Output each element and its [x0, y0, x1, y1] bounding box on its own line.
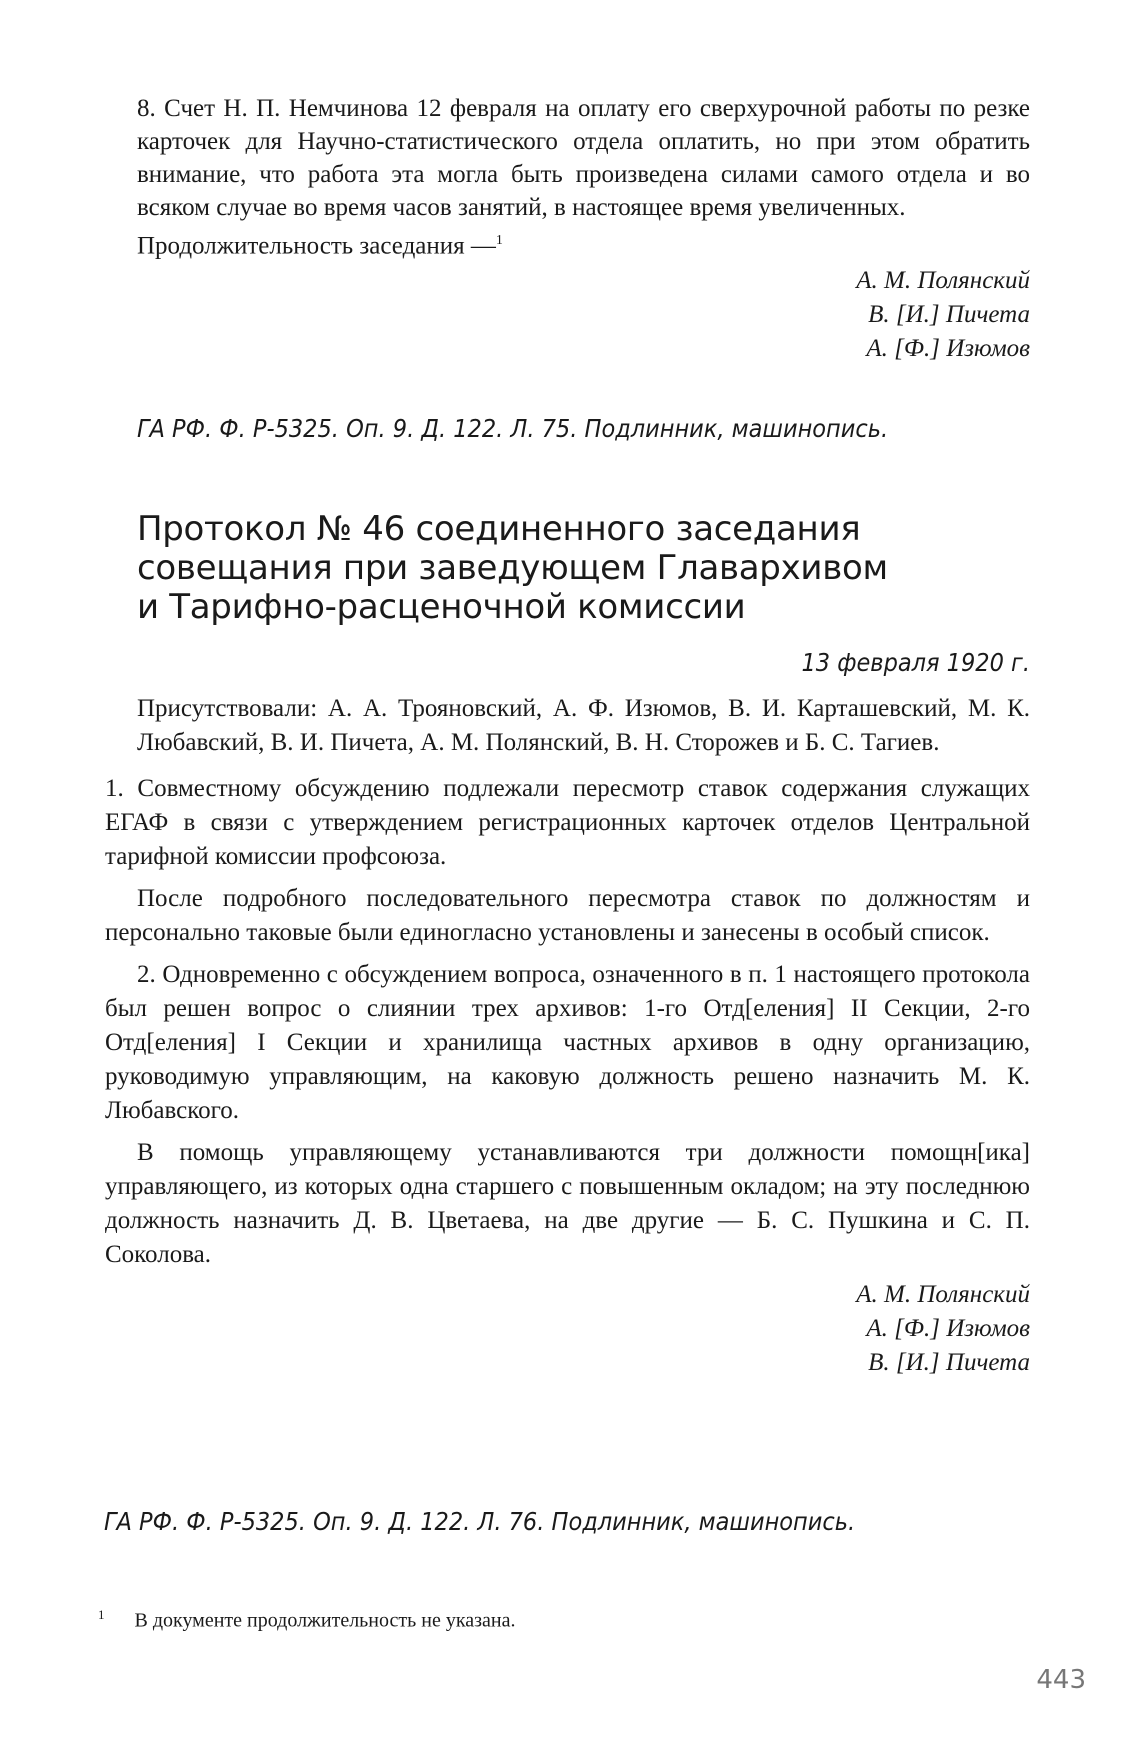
page-number: 443 — [1036, 1665, 1086, 1695]
archive-source-1: ГА РФ. Ф. Р-5325. Оп. 9. Д. 122. Л. 75. Подлинник, машинопись. — [137, 414, 889, 443]
paragraph-1: 1. Совместному обсуждению подлежали пересмотр ставок содержания служащих ЕГАФ в связи с утверждением регистрационных карточек отделов Центральной тарифной комиссии профсоюза. — [105, 775, 1030, 870]
signature: А. [Ф.] Изюмов — [866, 1315, 1030, 1342]
paragraph-4: В помощь управляющему устанавливаются три должности помощн[ика] управляющего, из которых одна старшего с повышенным окладом; на эту последнюю должность назначить Д. В. Цветаева, на две другие — Б. С. Пушкина и С. П. Соколова. — [105, 1139, 1030, 1268]
footnote-ref: 1 — [495, 233, 503, 248]
signature: А. М. Полянский — [856, 267, 1030, 295]
paragraph-3: 2. Одновременно с обсуждением вопроса, означенного в п. 1 настоящего протокола был решен вопрос о слиянии трех архивов: 1-го Отд[еления] II Секции, 2-го Отд[еления] I Секции и хранилища частных архивов в одну организацию, руководимую управляющим, на каковую должность решено назначить М. К. Любавского. — [105, 961, 1030, 1124]
signatures-2 — [137, 1278, 1030, 1380]
protocol-heading — [137, 510, 1037, 627]
footnote — [98, 1607, 515, 1633]
top-block — [137, 92, 1030, 366]
heading-line: и Тарифно-расценочной комиссии — [137, 587, 746, 627]
signature: В. [И.] Пичета — [868, 301, 1030, 329]
signature: В. [И.] Пичета — [868, 1349, 1030, 1376]
protocol-date: 13 февраля 1920 г. — [801, 648, 1030, 677]
meeting-duration — [137, 224, 1030, 262]
archive-source-2: ГА РФ. Ф. Р-5325. Оп. 9. Д. 122. Л. 76. Подлинник, машинопись. — [104, 1507, 856, 1536]
attendees: Присутствовали: А. А. Трояновский, А. Ф. Изюмов, В. И. Карташевский, М. К. Любавский, В. И. Пичета, А. М. Полянский, В. Н. Сторожев и Б. С. Тагиев. — [137, 695, 1030, 756]
duration-text: Продолжительность заседания — — [137, 232, 496, 260]
footnote-text: В документе продолжительность не указана. — [134, 1609, 516, 1632]
paragraph-item-8: 8. Счет Н. П. Немчинова 12 февраля на оплату его сверхурочной работы по резке карточек для Научно-статистического отдела оплатить, но при этом обратить внимание, что работа эта могла быть произведена силами самого отдела и во всяком случае во время часов занятий, в настоящее время увеличенных. — [137, 95, 1030, 221]
paragraph-2: После подробного последовательного пересмотра ставок по должностям и персонально таковые были единогласно установлены и занесены в особый список. — [105, 885, 1030, 946]
footnote-mark: 1 — [98, 1607, 105, 1622]
heading-line: Протокол № 46 соединенного заседания — [137, 509, 861, 549]
signature: А. [Ф.] Изюмов — [866, 335, 1030, 363]
protocol-body — [105, 692, 1030, 1380]
signatures-1 — [137, 264, 1030, 366]
heading-line: совещания при заведующем Главархивом — [137, 548, 888, 588]
signature: А. М. Полянский — [856, 1281, 1030, 1308]
